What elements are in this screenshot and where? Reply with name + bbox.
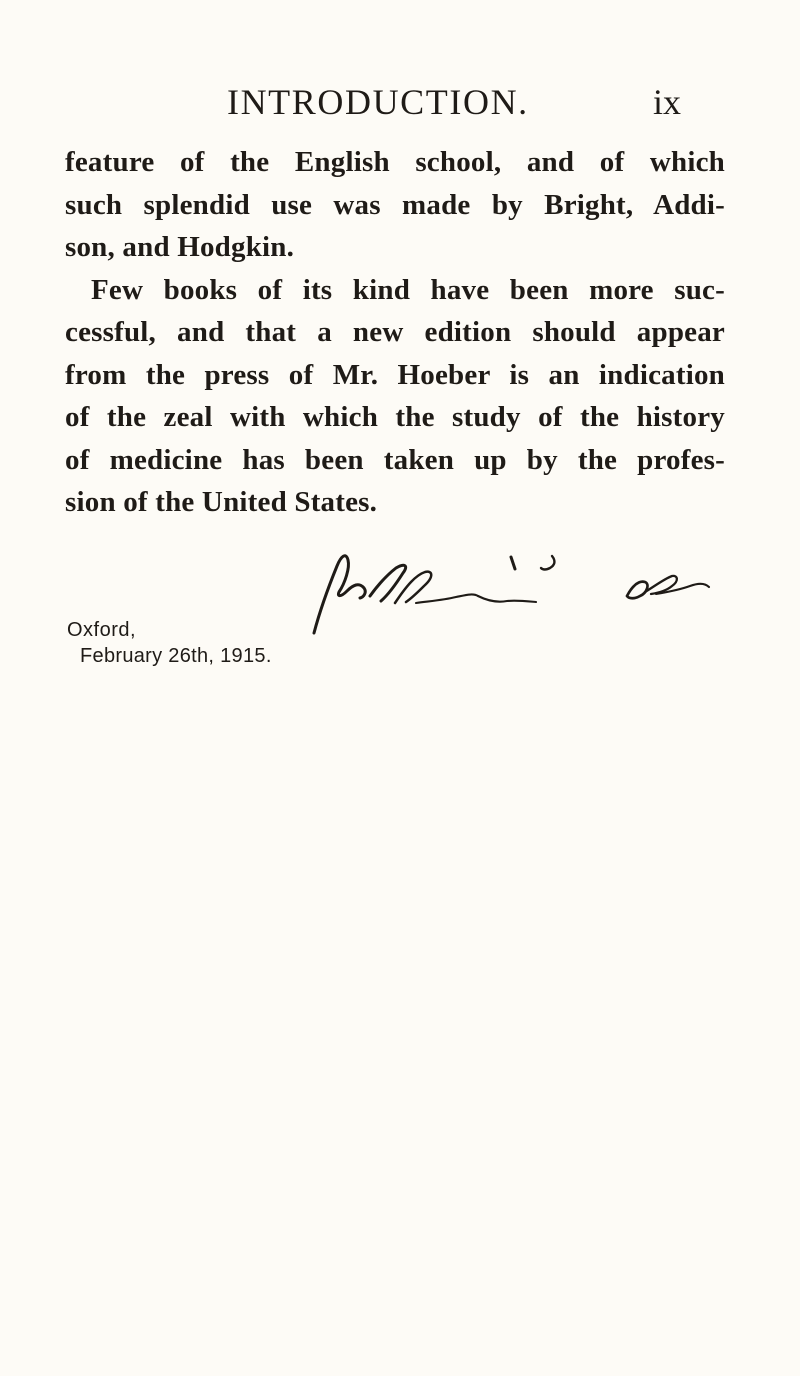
page-number: ix <box>653 82 682 122</box>
closing-block <box>67 617 387 669</box>
text-line: Few books of its kind have been more suc- <box>91 273 725 306</box>
text-line: feature of the English school, and of which <box>65 146 725 178</box>
text-line: son, and Hodgkin. <box>65 231 295 263</box>
text-line: such splendid use was made by Bright, Addi- <box>65 188 725 221</box>
text-line: sion of the United States. <box>65 486 378 518</box>
body-text <box>65 141 725 524</box>
closing-date: February 26th, 1915. <box>80 645 272 667</box>
closing-place: Oxford, <box>67 619 137 641</box>
page-title: INTRODUCTION. <box>227 82 529 122</box>
text-line: of the zeal with which the study of the history <box>65 401 725 433</box>
text-line: cessful, and that a new edition should appear <box>65 316 725 348</box>
text-line: of medicine has been taken up by the profes- <box>65 443 725 476</box>
page-header <box>227 84 714 134</box>
text-line: from the press of Mr. Hoeber is an indication <box>65 358 725 391</box>
